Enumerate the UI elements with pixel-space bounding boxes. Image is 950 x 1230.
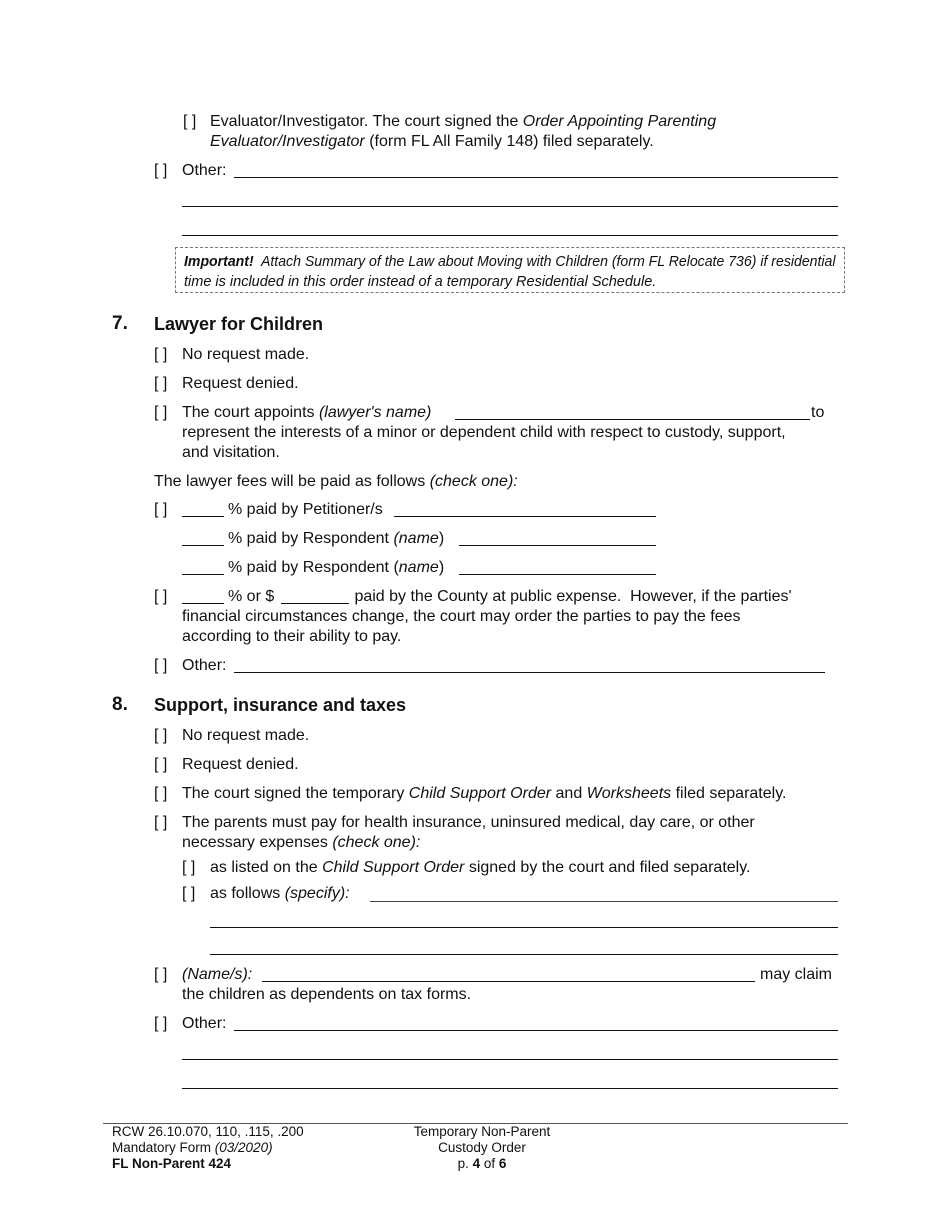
footer-page-current: 4 (472, 1156, 481, 1171)
s7-appoints-line-2: represent the interests of a minor or dependent child with respect to custody, support, (182, 424, 786, 441)
s7-appoints-line-3: and visitation. (182, 444, 280, 461)
s8-necessary-expenses: necessary expenses (182, 834, 333, 851)
evaluator-line-1 (210, 113, 716, 131)
s7-lawyer-name-field[interactable] (455, 419, 810, 420)
s8-follows-field-3[interactable] (210, 954, 838, 955)
s7-appoints-line-1 (182, 404, 431, 422)
s7-denied-checkbox[interactable]: [ ] (154, 375, 168, 392)
evaluator-line-2 (210, 133, 654, 151)
s8-follows-field-2[interactable] (210, 927, 838, 928)
s7-paid-respondent-2 (228, 559, 444, 577)
s7-paid-respondent2-text: % paid by Respondent ( (228, 559, 399, 576)
section7-title: Lawyer for Children (154, 314, 324, 334)
s8-names-checkbox[interactable]: [ ] (154, 966, 168, 983)
important-label: Important! (184, 254, 254, 270)
important-text-1: Attach Summary of the Law about Moving with Children (form FL Relocate 736) if residential (260, 254, 836, 270)
s7-county-checkbox[interactable]: [ ] (154, 588, 168, 605)
evaluator-checkbox[interactable]: [ ] (183, 113, 197, 130)
important-text-2: time is included in this order instead of a temporary Residential Schedule. (184, 274, 657, 290)
s7-other-checkbox[interactable]: [ ] (154, 657, 168, 674)
footer-center (382, 1124, 582, 1172)
s8-listed-checkbox[interactable]: [ ] (182, 859, 196, 876)
s8-follows-text: as follows (210, 885, 285, 902)
s8-parents-checkbox[interactable]: [ ] (154, 814, 168, 831)
footer-mandatory-text: Mandatory Form (112, 1140, 215, 1155)
s8-signed-line (182, 785, 786, 803)
footer-title-1: Temporary Non-Parent (413, 1124, 551, 1139)
s8-names-label: (Name/s): (182, 966, 253, 983)
footer-form-id: FL Non-Parent 424 (112, 1156, 232, 1171)
evaluator-text: Evaluator/Investigator. The court signed the (210, 113, 523, 130)
s7-appoints-text: The court appoints (182, 404, 319, 421)
footer-page-number (382, 1156, 582, 1172)
s7-fees-text: The lawyer fees will be paid as follows (154, 473, 430, 490)
s7-paid-respondent-text: % paid by Respondent (228, 530, 394, 547)
s7-appoints-to: to (811, 404, 825, 421)
s7-respondent2-percent-field[interactable] (182, 574, 224, 575)
s7-county-amount-field[interactable] (281, 603, 349, 604)
s7-paren-close: ) (438, 530, 445, 547)
s8-listed-order: Child Support Order (322, 859, 465, 876)
s7-lawyer-name-hint: (lawyer's name) (318, 404, 432, 421)
s8-signed-checkbox[interactable]: [ ] (154, 785, 168, 802)
s7-no-request-checkbox[interactable]: [ ] (154, 346, 168, 363)
s7-paren-close-2: ) (438, 559, 445, 576)
footer-page-prefix: p. (457, 1156, 473, 1171)
s8-follows-field-1[interactable] (370, 901, 838, 902)
s7-denied-label: Request denied. (182, 375, 299, 392)
s7-respondent2-name-hint: name (398, 559, 439, 576)
s8-parents-line-2 (182, 834, 420, 852)
footer-title-2: Custody Order (438, 1140, 526, 1155)
other6-line-3[interactable] (182, 235, 838, 236)
s7-paid-respondent-1 (228, 530, 444, 548)
s8-follows-checkbox[interactable]: [ ] (182, 885, 196, 902)
s7-county-text-2: financial circumstances change, the court may order the parties to pay the fees (182, 608, 741, 625)
important-notice (175, 247, 845, 293)
s8-worksheets: Worksheets (586, 785, 672, 802)
other6-label: Other: (182, 162, 227, 179)
s8-denied-label: Request denied. (182, 756, 299, 773)
s8-names-field[interactable] (262, 981, 755, 982)
s7-fees-check-one: (check one): (429, 473, 518, 490)
s8-other-label: Other: (182, 1015, 227, 1032)
other6-line-2[interactable] (182, 206, 838, 207)
s7-petitioner-percent-field[interactable] (182, 516, 224, 517)
footer-rcw: RCW 26.10.070, 110, .115, .200 (112, 1124, 304, 1139)
s7-petitioner-name-field[interactable] (394, 516, 656, 517)
footer-form-date: (03/2020) (214, 1140, 273, 1155)
other6-checkbox[interactable]: [ ] (154, 162, 168, 179)
s7-respondent2-name-field[interactable] (459, 574, 656, 575)
s8-child-support-order: Child Support Order (408, 785, 552, 802)
s7-county-percent-field[interactable] (182, 603, 224, 604)
s8-listed-text: as listed on the (210, 859, 323, 876)
s7-appoints-checkbox[interactable]: [ ] (154, 404, 168, 421)
s7-respondent1-name-field[interactable] (459, 545, 656, 546)
footer-left (112, 1124, 304, 1172)
evaluator-order-title-cont: Evaluator/Investigator (210, 133, 365, 150)
s8-other-field-1[interactable] (234, 1030, 838, 1031)
s8-check-one: (check one): (332, 834, 421, 851)
s7-fees-intro (154, 473, 518, 491)
s8-other-field-3[interactable] (182, 1088, 838, 1089)
s7-no-request-label: No request made. (182, 346, 310, 363)
evaluator-order-title: Order Appointing Parenting (522, 113, 717, 130)
s7-other-field[interactable] (234, 672, 825, 673)
s7-respondent1-percent-field[interactable] (182, 545, 224, 546)
s8-other-checkbox[interactable]: [ ] (154, 1015, 168, 1032)
s7-county-text-1: paid by the County at public expense. However, if the parties' (350, 588, 792, 605)
s8-parents-line-1: The parents must pay for health insurance, uninsured medical, day care, or other (182, 814, 755, 831)
footer-page-total: 6 (498, 1156, 507, 1171)
s8-and: and (551, 785, 587, 802)
s7-fees-parties-checkbox[interactable]: [ ] (154, 501, 168, 518)
s8-signed-text: The court signed the temporary (182, 785, 409, 802)
s7-respondent-name-hint: (name (393, 530, 439, 547)
section8-title: Support, insurance and taxes (154, 695, 407, 715)
footer-page-of: of (480, 1156, 499, 1171)
s7-other-label: Other: (182, 657, 227, 674)
s8-may-claim: may claim (760, 966, 833, 983)
s8-dependents-text: the children as dependents on tax forms. (182, 986, 472, 1003)
s7-county-text-3: according to their ability to pay. (182, 628, 402, 645)
s8-no-request-checkbox[interactable]: [ ] (154, 727, 168, 744)
section7-number: 7. (112, 313, 128, 334)
s8-listed-signed: signed by the court and filed separately. (464, 859, 751, 876)
evaluator-form-text: (form FL All Family 148) filed separately. (364, 133, 654, 150)
s8-follows-line (210, 885, 350, 903)
s8-filed-separately: filed separately. (671, 785, 787, 802)
s8-denied-checkbox[interactable]: [ ] (154, 756, 168, 773)
s8-no-request-label: No request made. (182, 727, 310, 744)
s8-other-field-2[interactable] (182, 1059, 838, 1060)
s7-paid-petitioner-label: % paid by Petitioner/s (228, 501, 383, 518)
other6-line-1[interactable] (234, 177, 838, 178)
s7-county-percent-label: % or $ (228, 588, 275, 605)
footer-mandatory-form (112, 1140, 304, 1156)
section8-number: 8. (112, 694, 128, 715)
s8-listed-line (210, 859, 750, 877)
s8-specify-hint: (specify): (284, 885, 350, 902)
